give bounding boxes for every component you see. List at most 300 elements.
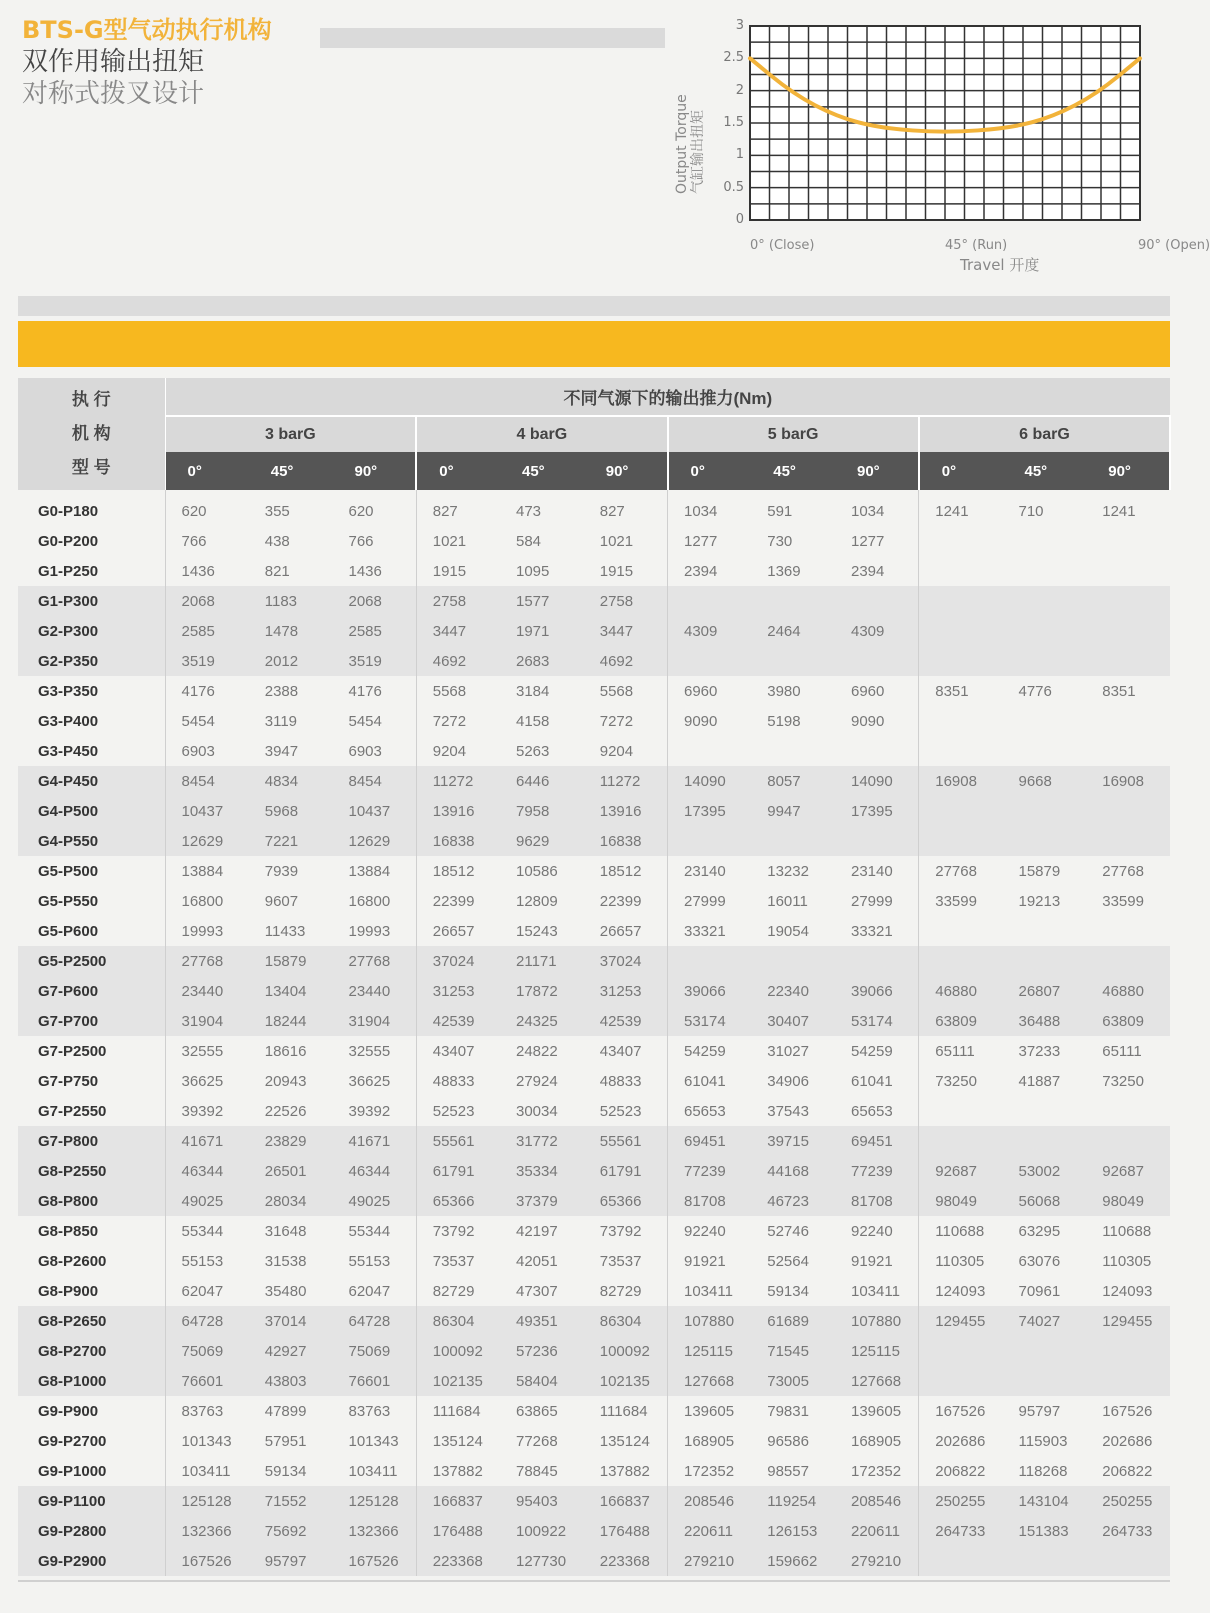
torque-cell: 92240: [835, 1216, 919, 1246]
torque-cell: [1086, 796, 1170, 826]
torque-cell: 766: [181, 532, 207, 550]
angle-header: 90°: [835, 452, 919, 490]
table-row: [18, 736, 1170, 766]
torque-cell: 125128: [333, 1486, 417, 1516]
torque-cell: 36625: [333, 1066, 417, 1096]
torque-cell: [919, 706, 1003, 736]
chart-ytick-label: 0: [735, 212, 744, 227]
torque-cell: 49351: [500, 1306, 584, 1336]
torque-cell: 27768: [165, 946, 249, 976]
torque-cell: [919, 646, 1003, 676]
torque-cell: 24822: [516, 1042, 558, 1060]
torque-cell: 12629: [165, 826, 249, 856]
torque-cell: [1086, 1126, 1170, 1156]
torque-cell: 41671: [165, 1126, 249, 1156]
torque-cell: 95403: [500, 1486, 584, 1516]
torque-cell: 82729: [584, 1276, 668, 1306]
torque-cell: 39715: [751, 1126, 835, 1156]
chart-ytick-label: 2.5: [723, 50, 744, 66]
table-row: [18, 1396, 1170, 1426]
torque-cell: 12809: [516, 892, 558, 910]
torque-cell: 127668: [835, 1366, 919, 1396]
torque-cell: 100922: [500, 1516, 584, 1546]
torque-cell: 6903: [333, 736, 417, 766]
torque-cell: 19213: [1018, 892, 1061, 910]
torque-cell: 41887: [1018, 1072, 1061, 1090]
table-row: [18, 796, 1170, 826]
torque-cell: 8351: [935, 682, 969, 700]
angle-header: 45°: [1003, 452, 1087, 490]
torque-cell: 827: [432, 502, 458, 520]
torque-cell: 220611: [668, 1516, 752, 1546]
chart-xtick-label: 0° (Close): [750, 238, 815, 253]
torque-cell: 110688: [1102, 1222, 1152, 1240]
angle-header: 45°: [500, 452, 584, 490]
torque-cell: 2388: [264, 682, 299, 700]
table-row: [18, 826, 1170, 856]
torque-cell: 42197: [516, 1222, 558, 1240]
torque-cell: 30407: [751, 1006, 835, 1036]
table-row: [18, 526, 1170, 556]
torque-cell: 127668: [668, 1366, 752, 1396]
torque-cell: 19993: [333, 916, 417, 946]
torque-cell: 83763: [181, 1402, 224, 1420]
chart-ytick-label: 0.5: [723, 179, 744, 195]
torque-cell: [751, 826, 835, 856]
torque-cell: 1436: [333, 556, 417, 586]
torque-cell: 110688: [935, 1222, 985, 1240]
torque-cell: 821: [264, 562, 290, 580]
torque-cell: 8454: [333, 766, 417, 796]
torque-cell: 1577: [500, 586, 584, 616]
torque-cell: 2012: [249, 646, 333, 676]
model-cell: G4-P450: [18, 766, 165, 796]
chart-ylabel: [674, 54, 706, 194]
torque-cell: 473: [516, 502, 542, 520]
torque-cell: 101343: [181, 1432, 232, 1450]
torque-cell: 77239: [835, 1156, 919, 1186]
torque-cell: 1277: [835, 526, 919, 556]
torque-cell: 31538: [264, 1252, 307, 1270]
torque-cell: 61041: [684, 1072, 726, 1090]
torque-cell: 12629: [333, 826, 417, 856]
torque-cell: 73250: [935, 1072, 977, 1090]
torque-cell: 19054: [767, 922, 809, 940]
model-cell: G8-P2700: [18, 1336, 165, 1366]
torque-cell: 176488: [584, 1516, 668, 1546]
torque-cell: 32555: [181, 1042, 224, 1060]
torque-cell: 2068: [333, 586, 417, 616]
torque-cell: 9090: [684, 712, 718, 730]
torque-cell: 37379: [500, 1186, 584, 1216]
torque-cell: 16838: [584, 826, 668, 856]
torque-cell: [1086, 916, 1170, 946]
torque-cell: 61791: [416, 1156, 500, 1186]
torque-cell: 125115: [668, 1336, 752, 1366]
torque-cell: 75069: [165, 1336, 249, 1366]
model-cell: G7-P2550: [18, 1096, 165, 1126]
model-cell: G3-P400: [18, 706, 165, 736]
torque-cell: [835, 586, 919, 616]
torque-cell: 81708: [835, 1186, 919, 1216]
torque-cell: 18512: [584, 856, 668, 886]
table-row: [18, 1066, 1170, 1096]
torque-cell: 26657: [584, 916, 668, 946]
torque-cell: 23440: [165, 976, 249, 1006]
torque-cell: [751, 646, 835, 676]
torque-cell: 65111: [935, 1042, 975, 1060]
torque-cell: 39392: [333, 1096, 417, 1126]
torque-cell: 143104: [1003, 1486, 1087, 1516]
torque-cell: [1086, 526, 1170, 556]
torque-cell: 4834: [249, 766, 333, 796]
torque-cell: 34906: [767, 1072, 809, 1090]
torque-cell: 139605: [684, 1402, 735, 1420]
torque-cell: 71552: [249, 1486, 333, 1516]
torque-cell: 1183: [249, 586, 333, 616]
torque-cell: 118268: [1018, 1462, 1068, 1480]
torque-cell: 91921: [684, 1252, 726, 1270]
torque-cell: [1003, 916, 1087, 946]
torque-cell: 13884: [333, 856, 417, 886]
torque-cell: 73792: [584, 1216, 668, 1246]
torque-cell: 69451: [668, 1126, 752, 1156]
torque-cell: 18244: [249, 1006, 333, 1036]
torque-cell: [1003, 1546, 1087, 1576]
torque-cell: 31027: [767, 1042, 809, 1060]
torque-cell: 55561: [584, 1126, 668, 1156]
torque-cell: 37543: [767, 1102, 809, 1120]
torque-cell: 73792: [432, 1222, 475, 1240]
torque-cell: 46723: [751, 1186, 835, 1216]
model-cell: G7-P2500: [18, 1036, 165, 1066]
torque-cell: 620: [181, 502, 207, 520]
torque-cell: [919, 916, 1003, 946]
torque-cell: 31772: [500, 1126, 584, 1156]
torque-cell: 82729: [432, 1282, 475, 1300]
torque-cell: 47307: [516, 1282, 558, 1300]
torque-cell: [1003, 796, 1087, 826]
torque-cell: 20943: [264, 1072, 307, 1090]
torque-cell: [919, 736, 1003, 766]
torque-cell: 76601: [165, 1366, 249, 1396]
torque-cell: [1086, 736, 1170, 766]
torque-cell: 264733: [919, 1516, 1003, 1546]
torque-cell: 3980: [767, 682, 801, 700]
torque-cell: 208546: [835, 1486, 919, 1516]
torque-cell: 63865: [516, 1402, 558, 1420]
torque-cell: 103411: [333, 1456, 417, 1486]
torque-cell: 5968: [249, 796, 333, 826]
torque-cell: 23440: [333, 976, 417, 1006]
torque-cell: 75069: [333, 1336, 417, 1366]
torque-cell: 47899: [264, 1402, 307, 1420]
torque-cell: 23829: [249, 1126, 333, 1156]
torque-cell: [1003, 706, 1087, 736]
torque-cell: 206822: [1102, 1462, 1153, 1480]
table-row: [18, 1036, 1170, 1066]
torque-cell: [1086, 616, 1170, 646]
torque-cell: 172352: [684, 1462, 735, 1480]
chart-xtick-label: 90° (Open): [1138, 238, 1210, 253]
torque-cell: 103411: [684, 1282, 733, 1300]
chart-xlabel: Travel 开度: [960, 256, 1040, 274]
table-row: [18, 976, 1170, 1006]
torque-cell: 13232: [767, 862, 809, 880]
torque-cell: [1003, 1126, 1087, 1156]
torque-cell: [835, 736, 919, 766]
torque-cell: 31904: [333, 1006, 417, 1036]
chart-xtick-label: 45° (Run): [945, 238, 1008, 253]
torque-cell: [1086, 556, 1170, 586]
model-cell: G7-P700: [18, 1006, 165, 1036]
torque-cell: 26657: [432, 922, 475, 940]
torque-cell: 1369: [767, 562, 801, 580]
torque-cell: 37024: [584, 946, 668, 976]
torque-cell: 64728: [333, 1306, 417, 1336]
torque-cell: 129455: [919, 1306, 1003, 1336]
torque-cell: 1241: [935, 502, 969, 520]
torque-cell: 4309: [668, 616, 752, 646]
table-row: [18, 1156, 1170, 1186]
torque-cell: 9668: [1003, 766, 1087, 796]
torque-cell: 22340: [751, 976, 835, 1006]
torque-cell: 77239: [668, 1156, 752, 1186]
torque-cell: 57951: [264, 1432, 307, 1450]
torque-cell: 57236: [500, 1336, 584, 1366]
torque-cell: 167526: [1102, 1402, 1153, 1420]
torque-cell: [1003, 1366, 1087, 1396]
torque-cell: 86304: [584, 1306, 668, 1336]
torque-cell: 3519: [333, 646, 417, 676]
model-cell: G8-P2650: [18, 1306, 165, 1336]
model-cell: G2-P300: [18, 616, 165, 646]
torque-cell: 24325: [500, 1006, 584, 1036]
torque-cell: [668, 826, 752, 856]
torque-cell: [1003, 556, 1087, 586]
torque-cell: 766: [333, 526, 417, 556]
torque-cell: 18616: [264, 1042, 307, 1060]
torque-cell: 53174: [668, 1006, 752, 1036]
torque-cell: 13916: [584, 796, 668, 826]
torque-cell: 71545: [751, 1336, 835, 1366]
torque-cell: [1003, 586, 1087, 616]
torque-cell: 107880: [835, 1306, 919, 1336]
table-row: [18, 586, 1170, 616]
model-cell: G7-P750: [18, 1066, 165, 1096]
torque-cell: 23140: [835, 856, 919, 886]
torque-cell: 172352: [835, 1456, 919, 1486]
table-bottom-rule: [18, 1580, 1170, 1582]
torque-chart: [674, 14, 1210, 274]
table-row: [18, 886, 1170, 916]
torque-cell: 159662: [751, 1546, 835, 1576]
torque-cell: [1086, 946, 1170, 976]
chart-ytick-label: 2: [735, 82, 744, 98]
torque-cell: 9607: [264, 892, 299, 910]
table-row: [18, 490, 1170, 526]
torque-cell: 100092: [584, 1336, 668, 1366]
model-cell: G9-P900: [18, 1396, 165, 1426]
torque-cell: 11272: [584, 766, 668, 796]
torque-cell: 126153: [751, 1516, 835, 1546]
torque-cell: 1915: [432, 562, 467, 580]
torque-cell: 46880: [919, 976, 1003, 1006]
torque-cell: [835, 946, 919, 976]
torque-cell: 202686: [935, 1432, 986, 1450]
torque-cell: 16011: [767, 892, 808, 910]
torque-cell: 438: [264, 532, 290, 550]
torque-cell: 135124: [584, 1426, 668, 1456]
torque-cell: 5198: [767, 712, 801, 730]
torque-cell: 110305: [935, 1252, 985, 1270]
torque-cell: 22399: [584, 886, 668, 916]
torque-cell: 17872: [500, 976, 584, 1006]
torque-cell: 21171: [500, 946, 584, 976]
torque-chart-svg: [680, 14, 1210, 274]
torque-cell: 111684: [432, 1402, 481, 1420]
chart-ylabel-en: Output Torque: [674, 94, 690, 194]
torque-cell: 9090: [835, 706, 919, 736]
torque-cell: 355: [264, 502, 290, 520]
table-row: [18, 616, 1170, 646]
torque-cell: 44168: [751, 1156, 835, 1186]
torque-cell: 168905: [684, 1432, 735, 1450]
torque-cell: 92240: [684, 1222, 726, 1240]
model-cell: G9-P2900: [18, 1546, 165, 1576]
torque-cell: 264733: [1086, 1516, 1170, 1546]
torque-cell: 63076: [1018, 1252, 1061, 1270]
torque-cell: 30034: [516, 1102, 558, 1120]
torque-cell: [1003, 526, 1087, 556]
torque-cell: 74027: [1003, 1306, 1087, 1336]
torque-cell: 26501: [249, 1156, 333, 1186]
torque-cell: 17395: [668, 796, 752, 826]
torque-cell: 166837: [416, 1486, 500, 1516]
torque-cell: 19993: [181, 922, 224, 940]
torque-cell: 61791: [584, 1156, 668, 1186]
torque-cell: 48833: [432, 1072, 475, 1090]
torque-cell: 42539: [416, 1006, 500, 1036]
table-row: [18, 646, 1170, 676]
table-row: [18, 1186, 1170, 1216]
section-divider: [18, 296, 1170, 316]
torque-cell: 176488: [416, 1516, 500, 1546]
torque-cell: [1086, 1336, 1170, 1366]
model-cell: G8-P850: [18, 1216, 165, 1246]
pressure-header: 3 barG: [165, 416, 416, 452]
torque-cell: [919, 556, 1003, 586]
torque-cell: 6960: [684, 682, 718, 700]
torque-cell: 22399: [432, 892, 475, 910]
torque-cell: 620: [333, 490, 417, 526]
model-cell: G9-P2700: [18, 1426, 165, 1456]
angle-header: 0°: [919, 452, 1003, 490]
torque-cell: 16800: [181, 892, 224, 910]
torque-cell: 16908: [1086, 766, 1170, 796]
torque-cell: 8454: [165, 766, 249, 796]
table-row: [18, 916, 1170, 946]
torque-cell: [835, 646, 919, 676]
torque-cell: 95797: [1018, 1402, 1061, 1420]
page-subtitle: 双作用输出扭矩: [22, 47, 205, 77]
torque-cell: [919, 586, 1003, 616]
table-row: [18, 1366, 1170, 1396]
table-row: [18, 946, 1170, 976]
torque-cell: 39066: [668, 976, 752, 1006]
model-cell: G8-P2550: [18, 1156, 165, 1186]
torque-cell: 3947: [264, 742, 299, 760]
torque-cell: 73537: [432, 1252, 475, 1270]
torque-cell: 2394: [835, 556, 919, 586]
torque-cell: 250255: [1086, 1486, 1170, 1516]
torque-cell: 62047: [181, 1282, 224, 1300]
torque-cell: 46880: [1086, 976, 1170, 1006]
table-row: [18, 1006, 1170, 1036]
torque-cell: 73537: [584, 1246, 668, 1276]
torque-cell: 78845: [516, 1462, 558, 1480]
torque-cell: [1003, 736, 1087, 766]
torque-cell: 81708: [668, 1186, 752, 1216]
angle-header: 45°: [751, 452, 835, 490]
torque-cell: 59134: [264, 1462, 307, 1480]
torque-cell: [919, 1126, 1003, 1156]
torque-cell: 52564: [767, 1252, 809, 1270]
torque-cell: [1086, 586, 1170, 616]
torque-cell: 46344: [333, 1156, 417, 1186]
angle-header: 0°: [165, 452, 249, 490]
torque-cell: 55561: [416, 1126, 500, 1156]
torque-cell: 79831: [767, 1402, 809, 1420]
model-header-line-1: 执 行: [71, 390, 111, 409]
torque-cell: [1086, 1546, 1170, 1576]
torque-cell: 100092: [416, 1336, 500, 1366]
torque-cell: [668, 946, 752, 976]
torque-cell: 168905: [835, 1426, 919, 1456]
torque-cell: 98049: [1086, 1186, 1170, 1216]
torque-cell: 63809: [919, 1006, 1003, 1036]
angle-header: 90°: [1086, 452, 1170, 490]
torque-cell: 15879: [249, 946, 333, 976]
torque-cell: 7939: [264, 862, 299, 880]
torque-cell: [919, 526, 1003, 556]
torque-cell: 13884: [181, 862, 224, 880]
torque-cell: 1277: [684, 532, 718, 550]
table-row: [18, 1276, 1170, 1306]
chart-ytick-label: 3: [735, 18, 744, 33]
torque-cell: 125115: [835, 1336, 919, 1366]
torque-cell: 1436: [181, 562, 215, 580]
torque-cell: 5263: [516, 742, 550, 760]
torque-cell: 63809: [1086, 1006, 1170, 1036]
torque-cell: [835, 826, 919, 856]
torque-cell: [919, 616, 1003, 646]
torque-cell: 1971: [500, 616, 584, 646]
torque-cell: [1086, 646, 1170, 676]
torque-cell: 101343: [333, 1426, 417, 1456]
model-cell: G9-P1100: [18, 1486, 165, 1516]
model-cell: G9-P1000: [18, 1456, 165, 1486]
torque-cell: 49025: [165, 1186, 249, 1216]
torque-cell: 76601: [333, 1366, 417, 1396]
angle-header: 0°: [668, 452, 752, 490]
torque-cell: 70961: [1018, 1282, 1061, 1300]
torque-cell: [919, 1336, 1003, 1366]
torque-cell: 14090: [835, 766, 919, 796]
torque-cell: 55344: [333, 1216, 417, 1246]
torque-cell: 135124: [432, 1432, 483, 1450]
table-row: [18, 766, 1170, 796]
